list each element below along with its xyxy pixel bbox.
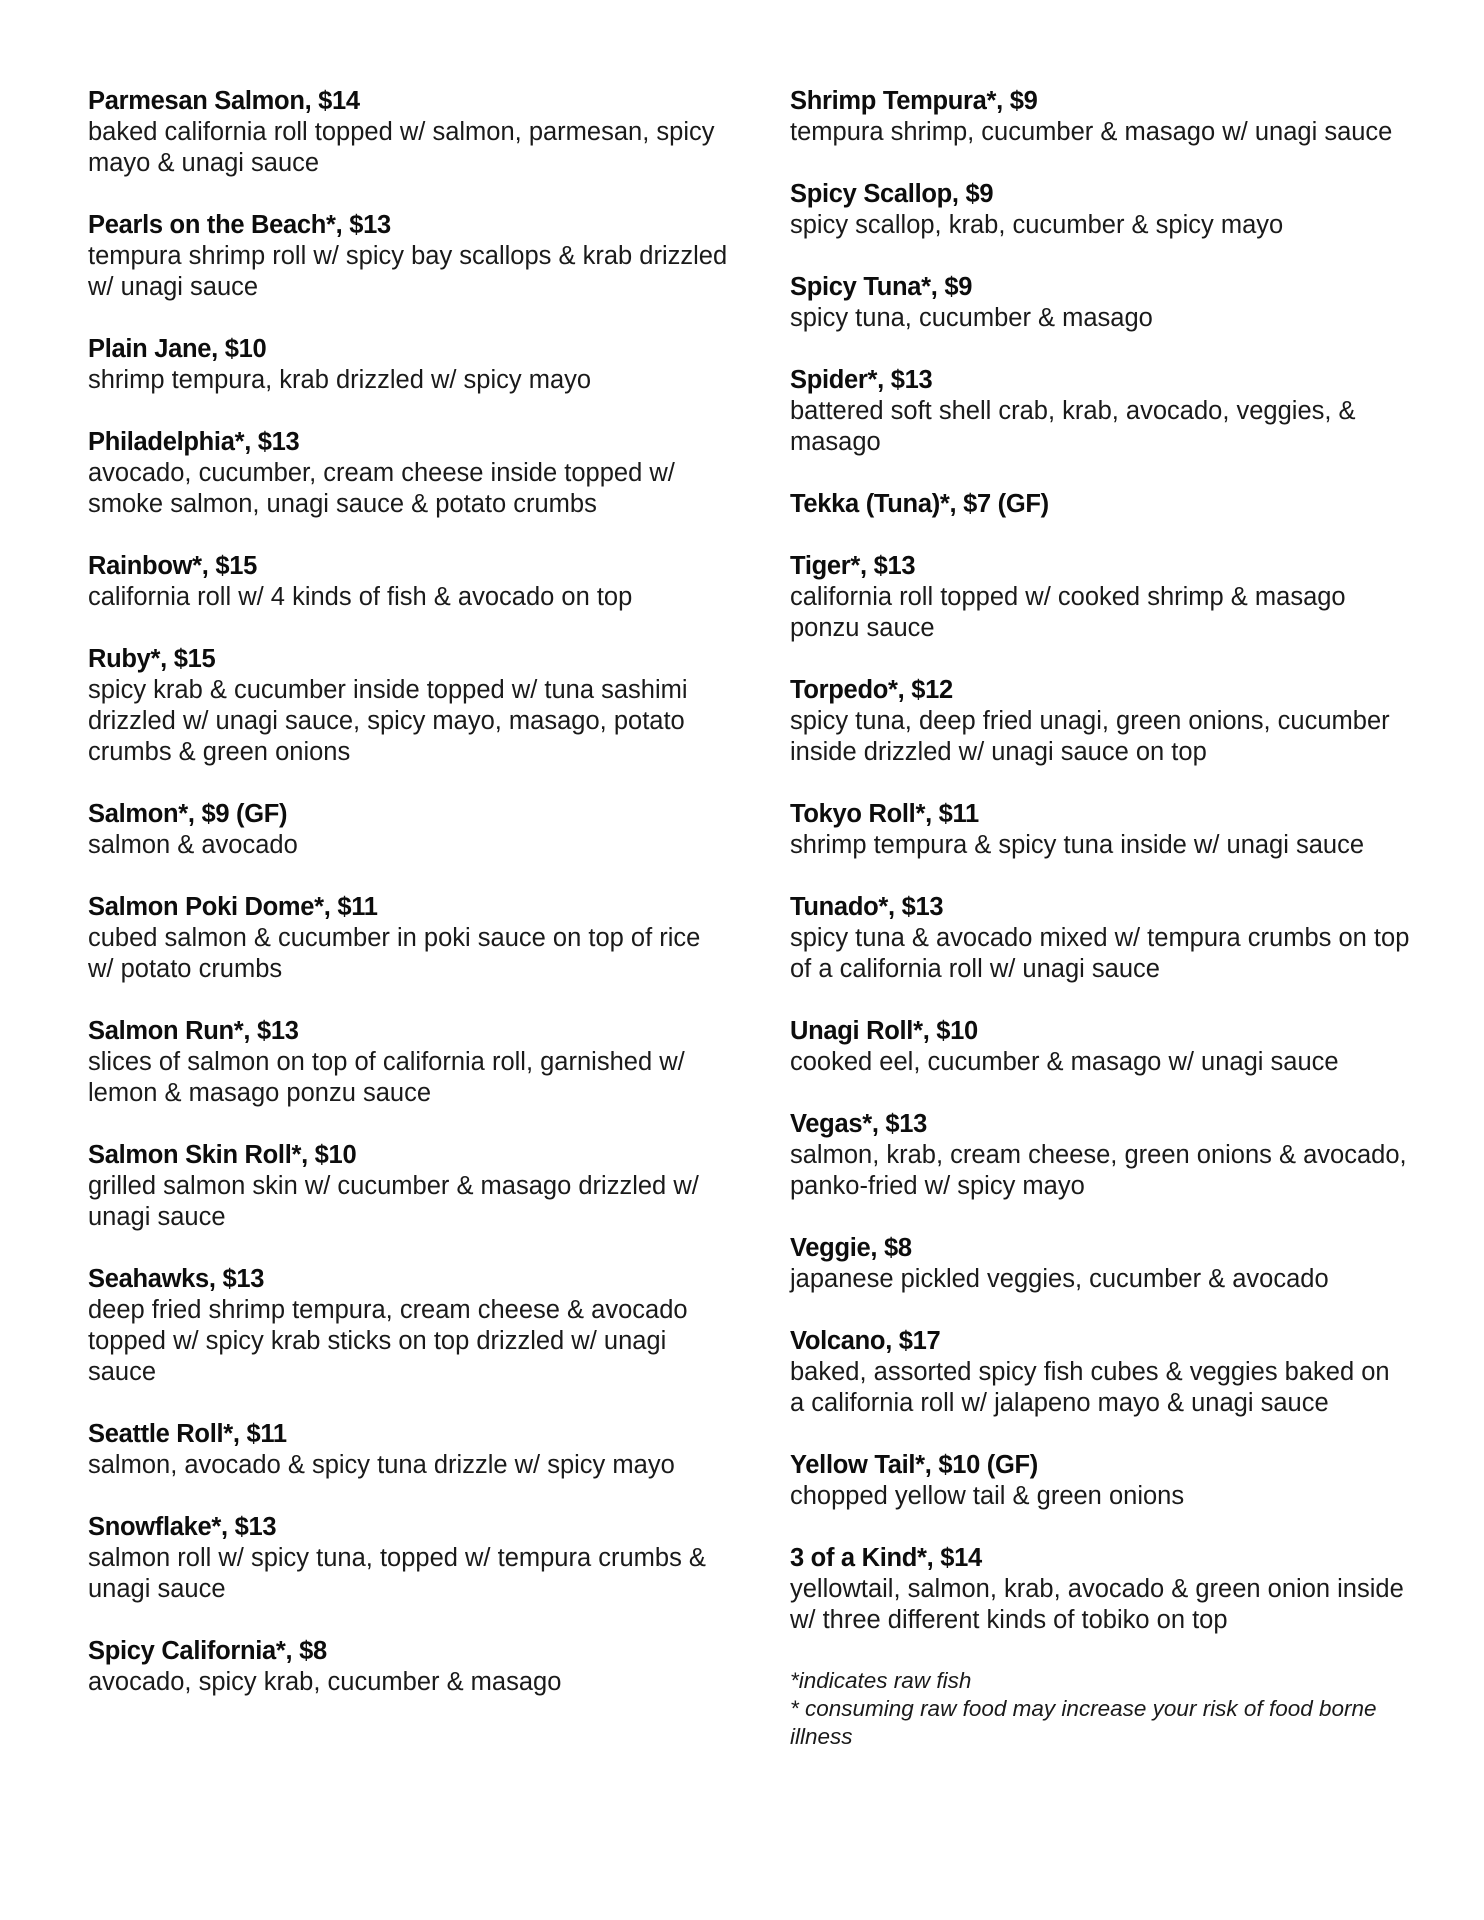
menu-column-left [88, 86, 728, 1729]
menu-item [88, 1140, 728, 1233]
menu-item-description: cooked eel, cucumber & masago w/ unagi sauce [790, 1048, 1339, 1076]
menu-item-title: Salmon Poki Dome*, $11 [88, 893, 378, 921]
menu-item [88, 1016, 728, 1109]
menu-item-title: Shrimp Tempura*, $9 [790, 87, 1038, 115]
menu-item [790, 86, 1410, 148]
menu-item-description: grilled salmon skin w/ cucumber & masago drizzled w/ unagi sauce [88, 1172, 699, 1231]
menu-item-title: Yellow Tail*, $10 (GF) [790, 1451, 1039, 1479]
menu-item-description: salmon, krab, cream cheese, green onions & avocado, panko-fried w/ spicy mayo [790, 1141, 1407, 1200]
menu-item-title: Spicy Scallop, $9 [790, 180, 994, 208]
menu-item-description: baked california roll topped w/ salmon, parmesan, spicy mayo & unagi sauce [88, 118, 715, 177]
menu-item-title: 3 of a Kind*, $14 [790, 1544, 982, 1572]
menu-item-description: avocado, cucumber, cream cheese inside topped w/ smoke salmon, unagi sauce & potato crumbs [88, 459, 675, 518]
menu-item [790, 179, 1410, 241]
menu-item-description: salmon roll w/ spicy tuna, topped w/ tempura crumbs & unagi sauce [88, 1544, 706, 1603]
menu-item-title: Spicy Tuna*, $9 [790, 273, 973, 301]
menu-item-description: spicy krab & cucumber inside topped w/ tuna sashimi drizzled w/ unagi sauce, spicy mayo, masago, potato crumbs & green onions [88, 676, 688, 766]
menu-item [790, 1450, 1410, 1512]
menu-item-title: Tokyo Roll*, $11 [790, 800, 979, 828]
menu-item-title: Seattle Roll*, $11 [88, 1420, 287, 1448]
menu-item-description: slices of salmon on top of california roll, garnished w/ lemon & masago ponzu sauce [88, 1048, 685, 1107]
menu-item-title: Spicy California*, $8 [88, 1637, 327, 1665]
menu-item [790, 1233, 1410, 1295]
menu-item [88, 427, 728, 520]
menu-item-title: Veggie, $8 [790, 1234, 912, 1262]
menu-item [790, 1326, 1410, 1419]
menu-item-description: shrimp tempura, krab drizzled w/ spicy mayo [88, 366, 592, 394]
menu-item [790, 1016, 1410, 1078]
menu-item [88, 551, 728, 613]
menu-item-description: tempura shrimp roll w/ spicy bay scallops & krab drizzled w/ unagi sauce [88, 242, 728, 301]
menu-item-title: Parmesan Salmon, $14 [88, 87, 360, 115]
menu-item [790, 551, 1410, 644]
menu-item-description: salmon & avocado [88, 831, 298, 859]
footnote-text: *indicates raw fish [790, 1668, 972, 1693]
menu-item [88, 86, 728, 179]
footnotes [790, 1667, 1410, 1751]
menu-item-description: california roll w/ 4 kinds of fish & avocado on top [88, 583, 633, 611]
menu-item-title: Snowflake*, $13 [88, 1513, 277, 1541]
menu-item [790, 489, 1410, 520]
menu-item [88, 1512, 728, 1605]
menu-item [790, 272, 1410, 334]
menu-item [88, 1636, 728, 1698]
menu-item-title: Ruby*, $15 [88, 645, 216, 673]
menu-item [790, 799, 1410, 861]
menu-item [88, 799, 728, 861]
menu-item-description: avocado, spicy krab, cucumber & masago [88, 1668, 562, 1696]
menu-item [88, 1264, 728, 1388]
menu-item [88, 334, 728, 396]
menu-item-description: baked, assorted spicy fish cubes & veggies baked on a california roll w/ jalapeno mayo & unagi sauce [790, 1358, 1390, 1417]
menu-item [88, 892, 728, 985]
menu-item [88, 210, 728, 303]
menu-item-description: battered soft shell crab, krab, avocado, veggies, & masago [790, 397, 1356, 456]
menu-item-title: Salmon Skin Roll*, $10 [88, 1141, 357, 1169]
menu-item-description: spicy tuna & avocado mixed w/ tempura crumbs on top of a california roll w/ unagi sauce [790, 924, 1410, 983]
menu-item-title: Tekka (Tuna)*, $7 (GF) [790, 490, 1049, 518]
menu-item [790, 1543, 1410, 1636]
menu-item [790, 675, 1410, 768]
menu-item [88, 1419, 728, 1481]
menu-item-title: Spider*, $13 [790, 366, 933, 394]
menu-item [790, 365, 1410, 458]
footnote-text: * consuming raw food may increase your risk of food borne illness [790, 1696, 1377, 1749]
menu-item-description: shrimp tempura & spicy tuna inside w/ unagi sauce [790, 831, 1365, 859]
menu-item-description: cubed salmon & cucumber in poki sauce on top of rice w/ potato crumbs [88, 924, 701, 983]
menu-item-title: Unagi Roll*, $10 [790, 1017, 978, 1045]
menu-item-title: Torpedo*, $12 [790, 676, 953, 704]
menu-item-description: spicy tuna, cucumber & masago [790, 304, 1153, 332]
menu-item [790, 1109, 1410, 1202]
menu-item-title: Seahawks, $13 [88, 1265, 265, 1293]
menu-item-title: Pearls on the Beach*, $13 [88, 211, 391, 239]
menu-item-description: japanese pickled veggies, cucumber & avocado [790, 1265, 1329, 1293]
menu-item-description: salmon, avocado & spicy tuna drizzle w/ spicy mayo [88, 1451, 675, 1479]
menu-item-title: Rainbow*, $15 [88, 552, 257, 580]
menu-item-description: yellowtail, salmon, krab, avocado & green onion inside w/ three different kinds of tobiko on top [790, 1575, 1404, 1634]
menu-item-description: tempura shrimp, cucumber & masago w/ unagi sauce [790, 118, 1393, 146]
menu-column-right [790, 86, 1410, 1751]
menu-item-title: Tunado*, $13 [790, 893, 944, 921]
menu-item-title: Philadelphia*, $13 [88, 428, 300, 456]
menu-item-title: Tiger*, $13 [790, 552, 916, 580]
menu-item-description: chopped yellow tail & green onions [790, 1482, 1185, 1510]
menu-item-description: california roll topped w/ cooked shrimp & masago ponzu sauce [790, 583, 1346, 642]
menu-item-description: spicy tuna, deep fried unagi, green onions, cucumber inside drizzled w/ unagi sauce on top [790, 707, 1390, 766]
menu-item [88, 644, 728, 768]
menu-item-description: deep fried shrimp tempura, cream cheese & avocado topped w/ spicy krab sticks on top drizzled w/ unagi sauce [88, 1296, 688, 1386]
menu-item-title: Salmon*, $9 (GF) [88, 800, 288, 828]
menu-item [790, 892, 1410, 985]
menu-item-title: Vegas*, $13 [790, 1110, 928, 1138]
menu-item-title: Plain Jane, $10 [88, 335, 267, 363]
menu-item-title: Salmon Run*, $13 [88, 1017, 299, 1045]
menu-item-title: Volcano, $17 [790, 1327, 941, 1355]
menu-item-description: spicy scallop, krab, cucumber & spicy mayo [790, 211, 1284, 239]
